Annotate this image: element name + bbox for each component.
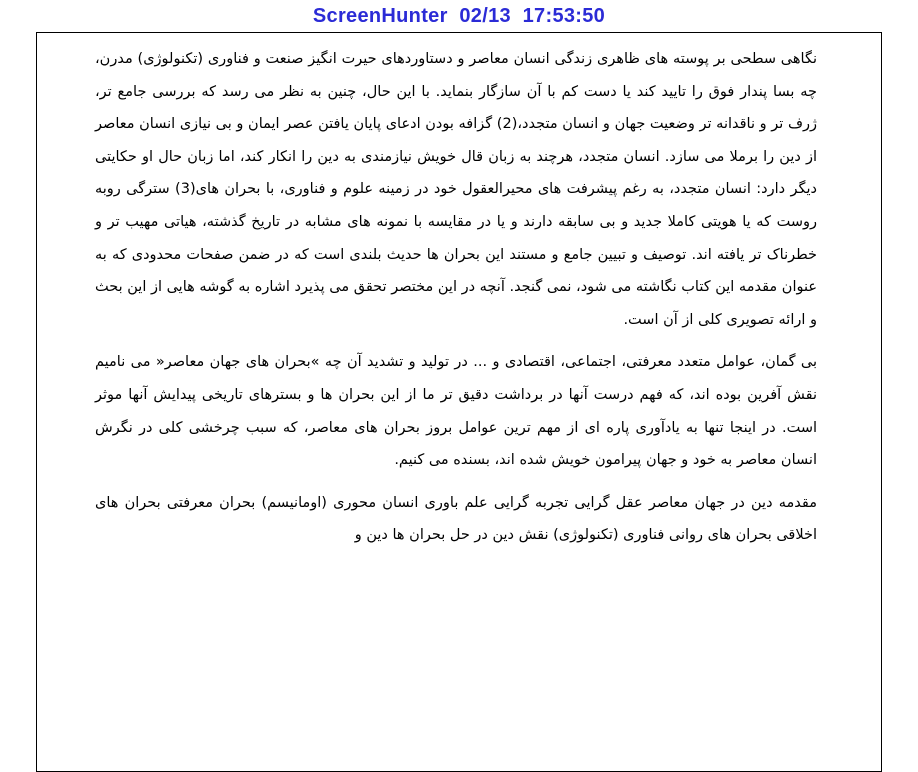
paragraph-1: نگاهی سطحی بر پوسته های ظاهری زندگی انسان معاصر و دستاوردهای حیرت انگیز صنعت و فناوری (تکنولوژی) مدرن، چه بسا پندار فوق را تایید کند یا دست کم با آن سازگار بنماید. با این حال، چنین به نظر می رسد که بررسی جامع تر، ژرف تر و ناقدانه تر وضعیت جهان و انسان متجدد،(2) گزافه بودن ادعای پایان یافتن عصر ایمان و بی نیازی انسان معاصر از دین را برملا می سازد. انسان متجدد، هرچند به زبان قال خویش نیازمندی به دین را انکار کند، اما زبان حال او حکایتی دیگر دارد: انسان متجدد، به رغم پیشرفت های محیرالعقول خود در زمینه علوم و فناوری، با بحران های(3) سترگی روبه روست که یا هویتی کاملا جدید و بی سابقه دارند و یا در مقایسه با نمونه های مشابه در تاریخ گذشته، هیاتی مهیب تر و خطرناک تر یافته اند. توصیف و تبیین جامع و مستند این بحران ها حدیث بلندی است که در ضمن صفحات محدودی که به عنوان مقدمه این کتاب نگاشته می شود، نمی گنجد. آنچه در این مختصر تحقق می پذیرد اشاره به گوشه هایی از این بحث و ارائه تصویری کلی از آن است.	[95, 51, 817, 328]
paragraph-2: بی گمان، عوامل متعدد معرفتی، اجتماعی، اقتصادی و ... در تولید و تشدید آن چه »بحران های جهان معاصر« می نامیم نقش آفرین بوده اند، که فهم درست آنها در برداشت دقیق تر ما از این بحران ها و بسترهای تاریخی پیدایش آنها موثر است. در اینجا تنها به یادآوری پاره ای از مهم ترین عوامل بروز بحران های معاصر، که سبب چرخشی کلی در نگرش انسان معاصر به خود و جهان پیرامون خویش شده اند، بسنده می کنیم.	[95, 354, 817, 469]
paragraph-3: مقدمه دین در جهان معاصر عقل گرایی تجربه گرایی علم باوری انسان محوری (اومانیسم) بحران معرفتی بحران های اخلاقی بحران های روانی فناوری (تکنولوژی) نقش دین در حل بحران ها دین و	[95, 494, 817, 544]
document-page	[36, 32, 882, 772]
document-body	[95, 43, 817, 562]
screenhunter-watermark: ScreenHunter 02/13 17:53:50	[312, 5, 606, 27]
